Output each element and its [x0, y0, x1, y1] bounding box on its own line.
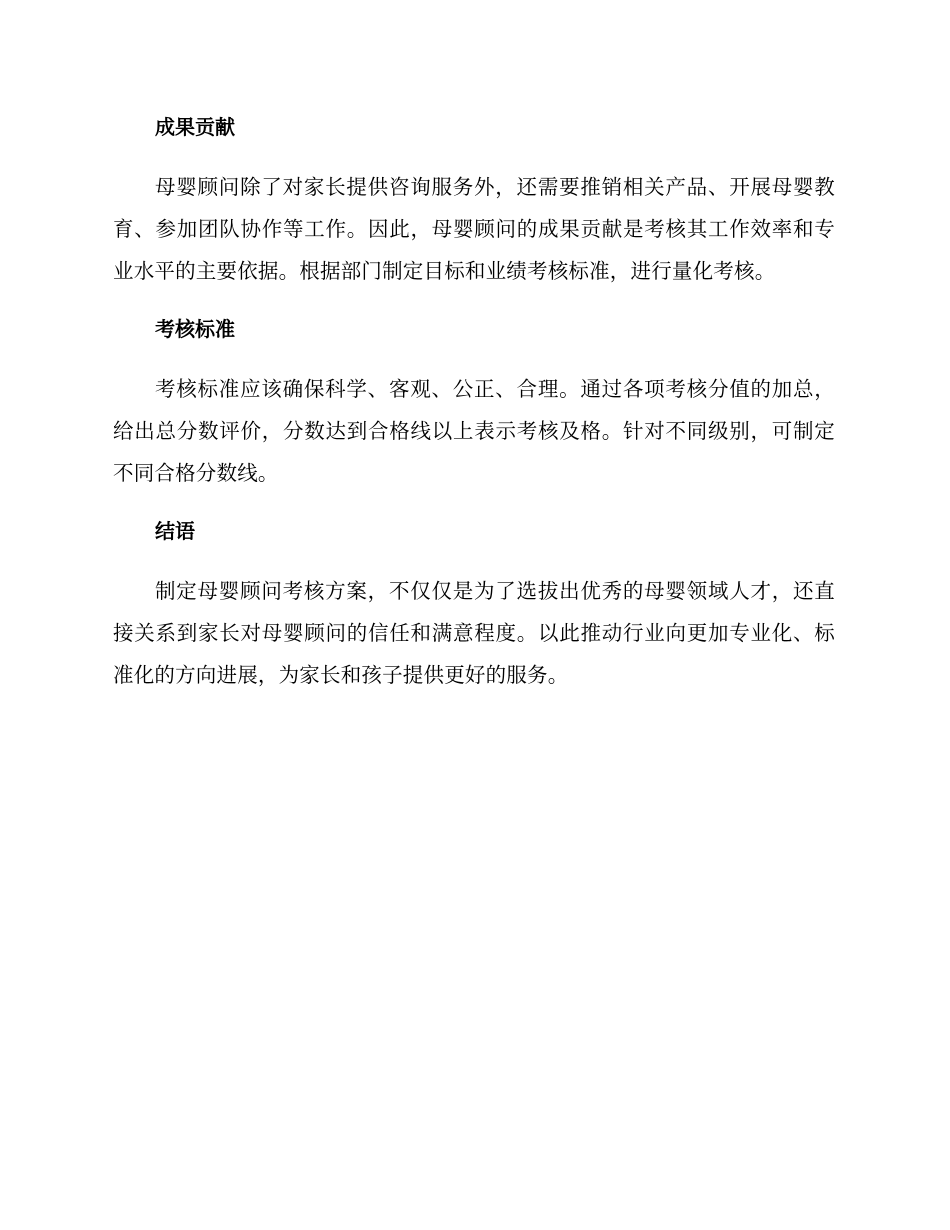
section-heading-conclusion: 结语 — [155, 519, 195, 543]
section-paragraph-conclusion: 制定母婴顾问考核方案，不仅仅是为了选拔出优秀的母婴领域人才，还直接关系到家长对母婴顾问的信任和满意程度。以此推动行业向更加专业化、标准化的方向进展，为家长和孩子提供更好的服务。 — [113, 579, 835, 687]
section-heading-standard: 考核标准 — [155, 317, 235, 341]
section-paragraph-standard: 考核标准应该确保科学、客观、公正、合理。通过各项考核分值的加总，给出总分数评价，分数达到合格线以上表示考核及格。针对不同级别，可制定不同合格分数线。 — [113, 377, 835, 485]
section-paragraph-achievement: 母婴顾问除了对家长提供咨询服务外，还需要推销相关产品、开展母婴教育、参加团队协作等工作。因此，母婴顾问的成果贡献是考核其工作效率和专业水平的主要依据。根据部门制定目标和业绩考核标准，进行量化考核。 — [113, 175, 835, 283]
document-body — [113, 110, 835, 716]
section-heading-achievement: 成果贡献 — [155, 115, 235, 139]
